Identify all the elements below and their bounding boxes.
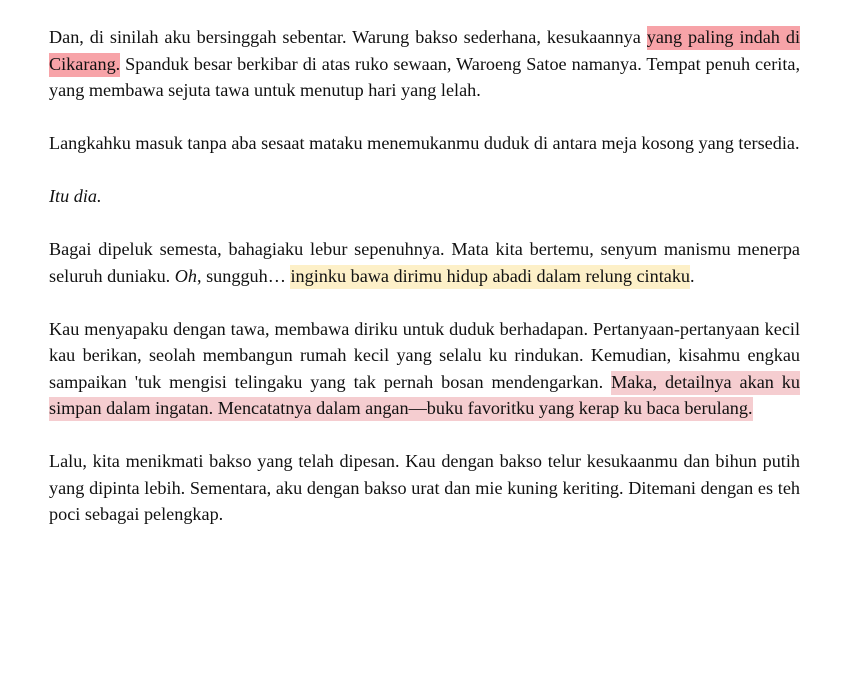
text-segment: Dan, di sinilah aku bersinggah sebentar. Warung bakso sederhana, kesukaannya bbox=[49, 27, 647, 47]
highlight-pink: Maka, detailnya akan ku simpan dalam ingatan. Mencatatnya dalam angan—buku favoritku yang kerap ku baca berulang. bbox=[49, 371, 800, 422]
paragraph-4 bbox=[49, 236, 800, 289]
text-segment: Langkahku masuk tanpa aba sesaat mataku menemukanmu duduk di antara meja kosong yang tersedia. bbox=[49, 133, 800, 153]
text-segment: , sungguh… bbox=[197, 265, 291, 286]
paragraph-6 bbox=[49, 448, 800, 528]
highlight-yellow: inginku bawa dirimu hidup abadi dalam relung cintaku bbox=[290, 265, 690, 289]
paragraph-5 bbox=[49, 316, 800, 422]
paragraph-2 bbox=[49, 130, 800, 157]
highlight-red: yang paling indah di Cikarang. bbox=[49, 26, 800, 77]
italic-text: Oh bbox=[174, 265, 198, 286]
text-segment: . bbox=[690, 265, 695, 286]
paragraph-1 bbox=[49, 24, 800, 104]
text-segment: Bagai dipeluk semesta, bahagiaku lebur sepenuhnya. Mata kita bertemu, senyum manismu menerpa seluruh duniaku. bbox=[49, 239, 800, 286]
paragraph-3 bbox=[49, 183, 800, 210]
text-segment: Kau menyapaku dengan tawa, membawa diriku untuk duduk berhadapan. Pertanyaan-pertanyaan kecil kau berikan, seolah membangun rumah kecil yang selalu ku rindukan. Kemudian, kisahmu engkau sampaikan 'tuk mengisi telingaku yang tak pernah bosan mendengarkan. bbox=[49, 318, 800, 392]
text-segment: Spanduk besar berkibar di atas ruko sewaan, Waroeng Satoe namanya. Tempat penuh cerita, yang membawa sejuta tawa untuk menutup hari yang lelah. bbox=[49, 53, 800, 100]
document-body bbox=[49, 24, 800, 554]
text-segment: Lalu, kita menikmati bakso yang telah dipesan. Kau dengan bakso telur kesukaanmu dan bihun putih yang dipinta lebih. Sementara, aku dengan bakso urat dan mie kuning keriting. Ditemani dengan es teh poci sebagai pelengkap. bbox=[49, 451, 800, 524]
italic-text: Itu dia. bbox=[49, 186, 102, 206]
